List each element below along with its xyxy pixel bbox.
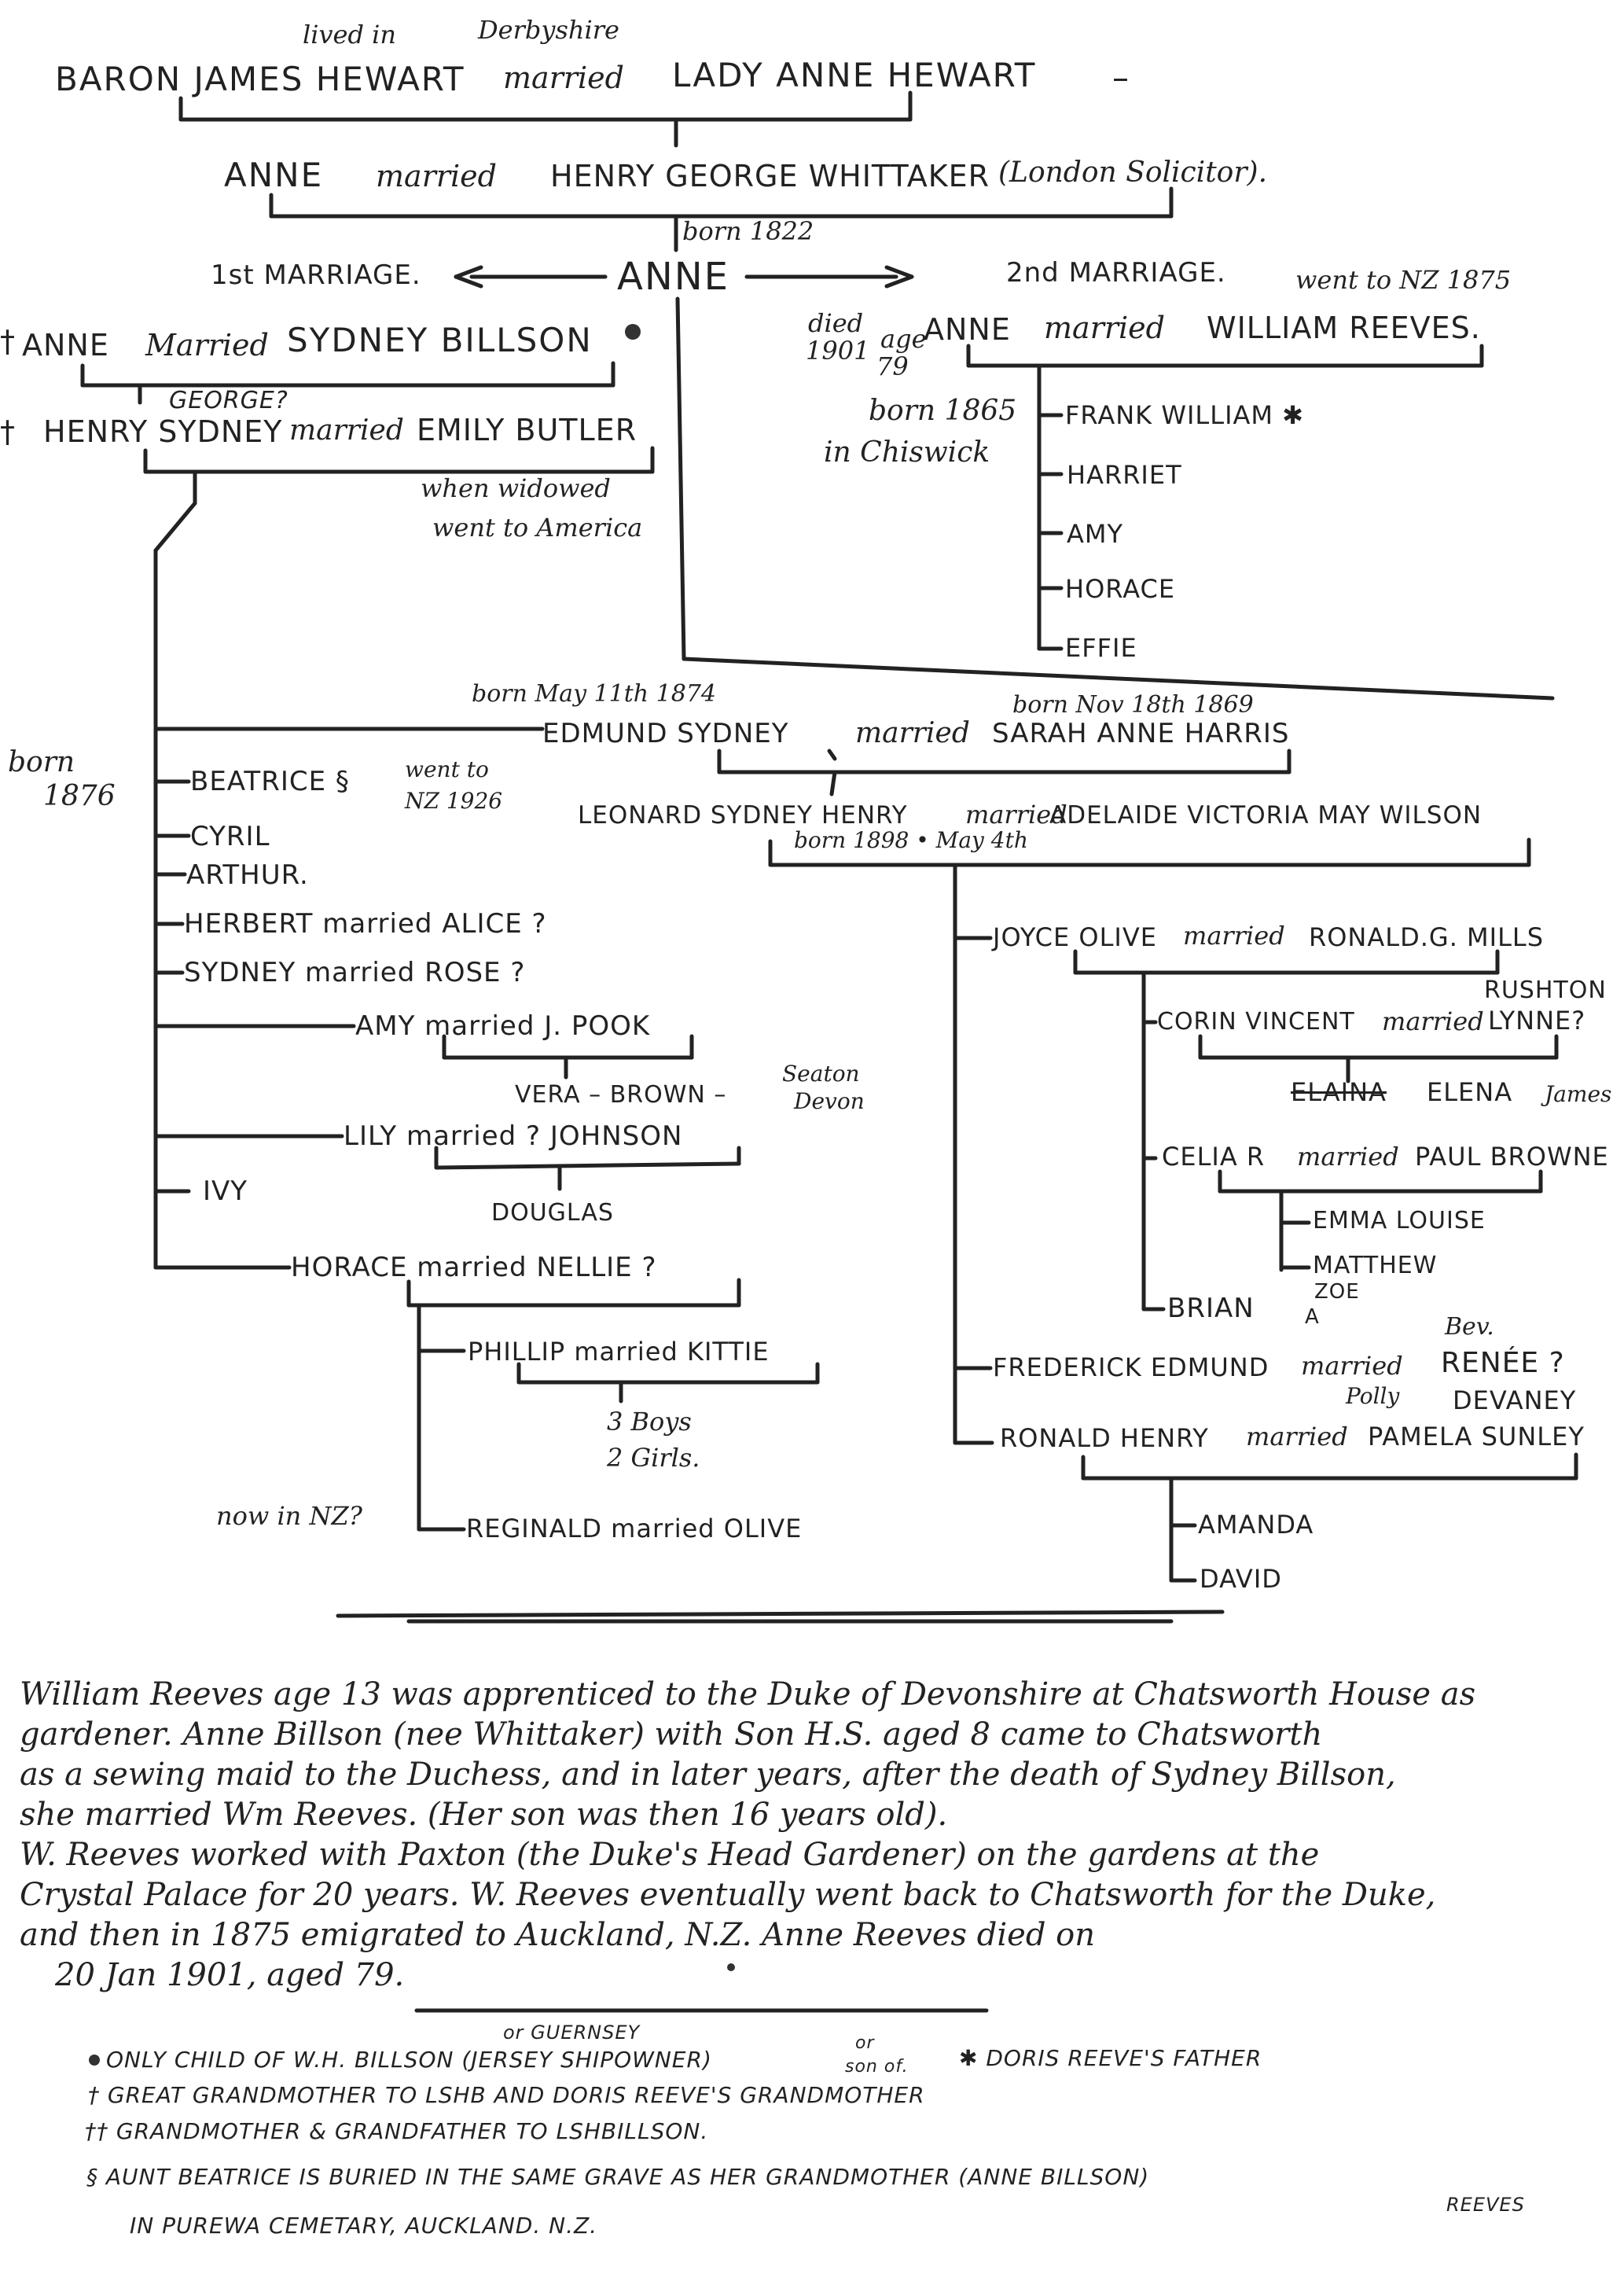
child-horace: HORACE bbox=[1065, 574, 1176, 604]
notes-line-6: Crystal Palace for 20 years. W. Reeves eventually went back to Chatsworth for the Duke, bbox=[20, 1877, 1436, 1913]
sm-wife: ANNE bbox=[924, 312, 1011, 347]
brian-initial: A bbox=[1305, 1305, 1320, 1329]
vera-name: VERA – BROWN – bbox=[515, 1081, 727, 1109]
key-guernsey-note: or GUERNSEY bbox=[503, 2022, 641, 2044]
key-star-line: ✱ DORIS REEVE'S FATHER bbox=[959, 2045, 1262, 2071]
frederick-wife: RENÉE ? bbox=[1441, 1347, 1565, 1379]
notes-line-5: W. Reeves worked with Paxton (the Duke's Head Gardener) on the gardens at the bbox=[20, 1837, 1320, 1873]
leonard-born-note: born 1898 • May 4th bbox=[794, 827, 1028, 853]
beatrice-name: BEATRICE § bbox=[190, 766, 350, 797]
g1-dash: – bbox=[1112, 58, 1130, 97]
elena-name: ELENA bbox=[1427, 1077, 1513, 1107]
notes-line-7: and then in 1875 emigrated to Auckland, N.Z. Anne Reeves died on bbox=[20, 1917, 1096, 1953]
fm-wife: ANNE bbox=[22, 328, 109, 362]
douglas-name: DOUGLAS bbox=[491, 1199, 614, 1227]
fm-married: Married bbox=[145, 328, 269, 362]
reginald-line: REGINALD married OLIVE bbox=[466, 1514, 803, 1543]
celia-husband: PAUL BROWNE bbox=[1415, 1142, 1609, 1172]
devon-note: Devon bbox=[794, 1088, 865, 1114]
ronald-married: married bbox=[1246, 1422, 1348, 1451]
lily-line: LILY married ? JOHNSON bbox=[344, 1120, 683, 1152]
elaina-crossed: ELAINA bbox=[1291, 1077, 1387, 1107]
frederick-married: married bbox=[1301, 1351, 1403, 1381]
key-dot bbox=[89, 2055, 100, 2066]
edmund-married: married bbox=[855, 717, 970, 749]
horace-line: HORACE married NELLIE ? bbox=[291, 1252, 657, 1283]
sm-husband: WILLIAM REEVES. bbox=[1207, 311, 1481, 345]
joyce-name: JOYCE OLIVE bbox=[993, 922, 1157, 952]
notes-line-4: she married Wm Reeves. (Her son was then 16 years old). bbox=[20, 1797, 948, 1833]
cyril-name: CYRIL bbox=[190, 821, 270, 852]
key-or-note: or bbox=[855, 2033, 875, 2053]
bev-note: Bev. bbox=[1445, 1313, 1494, 1341]
child-harriet: HARRIET bbox=[1067, 460, 1182, 490]
amy-line: AMY married J. POOK bbox=[355, 1010, 651, 1042]
edmund-born-note: born May 11th 1874 bbox=[472, 680, 716, 708]
james-note: James bbox=[1545, 1081, 1612, 1107]
joyce-husband: RONALD.G. MILLS bbox=[1309, 922, 1545, 952]
seaton-note: Seaton bbox=[782, 1061, 860, 1087]
anne-drop bbox=[678, 299, 684, 659]
now-nz-note: now in NZ? bbox=[216, 1501, 362, 1531]
child-effie: EFFIE bbox=[1065, 633, 1137, 663]
notes-line-8: 20 Jan 1901, aged 79. bbox=[55, 1957, 405, 1993]
chiswick-note: in Chiswick bbox=[824, 436, 990, 469]
celia-married: married bbox=[1297, 1142, 1399, 1172]
only-child-dot bbox=[625, 324, 641, 340]
america-note: went to America bbox=[432, 513, 643, 543]
separator-main bbox=[338, 1612, 1222, 1616]
edmund-name: EDMUND SYDNEY bbox=[542, 718, 789, 749]
ronald-name: RONALD HENRY bbox=[1000, 1423, 1209, 1453]
ronald-wife: PAMELA SUNLEY bbox=[1368, 1422, 1585, 1451]
annotation-tick bbox=[829, 751, 835, 759]
g1-lived-note: lived in bbox=[303, 20, 396, 50]
age-note: 79 bbox=[876, 351, 909, 381]
g1-husband: BARON JAMES HEWART bbox=[55, 60, 465, 98]
g3-born: born 1822 bbox=[682, 216, 814, 246]
matthew-name: MATTHEW bbox=[1313, 1252, 1438, 1279]
notes-line-2: gardener. Anne Billson (nee Whittaker) with Son H.S. aged 8 came to Chatsworth bbox=[20, 1716, 1323, 1753]
sm-married: married bbox=[1044, 311, 1165, 345]
boys-note: 3 Boys bbox=[607, 1407, 692, 1437]
g2-married: married bbox=[376, 159, 497, 193]
zoe-name: ZOE bbox=[1314, 1280, 1360, 1304]
hs-wife: EMILY BUTLER bbox=[417, 413, 637, 447]
corin-married: married bbox=[1382, 1006, 1484, 1036]
child-amy: AMY bbox=[1067, 519, 1124, 549]
g2-husband: HENRY GEORGE WHITTAKER bbox=[550, 159, 990, 193]
emma-name: EMMA LOUISE bbox=[1313, 1207, 1486, 1234]
key-double-dagger-line: †† GRANDMOTHER & GRANDFATHER TO LSHBILLSON. bbox=[85, 2118, 709, 2144]
key-reeves-note: REEVES bbox=[1446, 2194, 1525, 2216]
fm-husband: SYDNEY BILLSON bbox=[287, 321, 593, 359]
went-nz-note: went to NZ 1875 bbox=[1295, 265, 1512, 295]
lily-bracket-base bbox=[436, 1164, 739, 1168]
key-dagger-line: † GREAT GRANDMOTHER TO LSHB AND DORIS REEVE'S GRANDMOTHER bbox=[88, 2082, 925, 2108]
died-note: died bbox=[808, 308, 864, 338]
key-section-line: § AUNT BEATRICE IS BURIED IN THE SAME GRAVE AS HER GRANDMOTHER (ANNE BILLSON) bbox=[86, 2164, 1150, 2190]
ivy-name: IVY bbox=[203, 1175, 248, 1207]
g1-wife: LADY ANNE HEWART bbox=[672, 56, 1037, 94]
g1-place-note: Derbyshire bbox=[478, 15, 619, 45]
arthur-name: ARTHUR. bbox=[186, 859, 309, 891]
edmund-wife: SARAH ANNE HARRIS bbox=[992, 718, 1290, 749]
key-son-of-note: son of. bbox=[845, 2057, 909, 2077]
notes-line-1: William Reeves age 13 was apprenticed to the Duke of Devonshire at Chatsworth House as bbox=[20, 1676, 1476, 1713]
anne-gen3: ANNE bbox=[617, 255, 729, 299]
corin-name: CORIN VINCENT bbox=[1157, 1008, 1355, 1036]
corin-wife: LYNNE? bbox=[1488, 1006, 1586, 1036]
frederick-name: FREDERICK EDMUND bbox=[993, 1352, 1269, 1382]
beatrice-note2: NZ 1926 bbox=[405, 788, 503, 814]
devaney-name: DEVANEY bbox=[1453, 1385, 1577, 1415]
leonard-married: married bbox=[965, 800, 1067, 830]
notes-line-3: as a sewing maid to the Duchess, and in later years, after the death of Sydney Billson, bbox=[20, 1757, 1396, 1793]
leonard-wife: ADELAIDE VICTORIA MAY WILSON bbox=[1049, 801, 1483, 830]
hs-elbow bbox=[156, 503, 195, 550]
born-note: born bbox=[8, 746, 75, 778]
key-dot-line: ONLY CHILD OF W.H. BILLSON (JERSEY SHIPOWNER) bbox=[106, 2047, 712, 2073]
polly-note: Polly bbox=[1346, 1383, 1400, 1409]
second-marriage-label: 2nd MARRIAGE. bbox=[1006, 257, 1226, 289]
notes-dot bbox=[727, 1963, 735, 1971]
hs-name: HENRY SYDNEY bbox=[43, 414, 283, 449]
rushton-note: RUSHTON bbox=[1484, 977, 1607, 1004]
brian-name: BRIAN bbox=[1167, 1293, 1255, 1324]
born-1876-note: 1876 bbox=[43, 780, 116, 812]
g2-occupation: (London Solicitor). bbox=[998, 156, 1268, 189]
g1-married: married bbox=[503, 61, 624, 95]
hs-married: married bbox=[289, 414, 404, 447]
beatrice-note1: went to bbox=[405, 756, 489, 782]
born-1865-note: born 1865 bbox=[869, 395, 1017, 427]
phillip-line: PHILLIP married KITTIE bbox=[468, 1337, 770, 1367]
key-section-line-2: IN PUREWA CEMETARY, AUCKLAND. N.Z. bbox=[130, 2213, 598, 2239]
fm-alias: GEORGE? bbox=[169, 387, 288, 414]
celia-name: CELIA R bbox=[1162, 1142, 1266, 1172]
sydney-line: SYDNEY married ROSE ? bbox=[184, 957, 526, 988]
widowed-note: when widowed bbox=[421, 473, 611, 503]
first-marriage-label: 1st MARRIAGE. bbox=[211, 259, 421, 291]
david-name: DAVID bbox=[1200, 1564, 1282, 1594]
ed-drop bbox=[832, 772, 835, 794]
leonard-name: LEONARD SYDNEY HENRY bbox=[578, 801, 908, 830]
joyce-married: married bbox=[1183, 921, 1285, 951]
g2-wife: ANNE bbox=[224, 156, 324, 194]
herbert-line: HERBERT married ALICE ? bbox=[184, 908, 547, 940]
age-label-note: age bbox=[880, 324, 927, 354]
fm-mark-dagger: † bbox=[0, 324, 17, 359]
child-frank: FRANK WILLIAM ✱ bbox=[1065, 400, 1304, 430]
sarah-born-note: born Nov 18th 1869 bbox=[1012, 691, 1254, 719]
died-year-note: 1901 bbox=[806, 336, 870, 366]
fm-mark-double-dagger: † bbox=[0, 414, 17, 449]
girls-note: 2 Girls. bbox=[607, 1443, 700, 1473]
amanda-name: AMANDA bbox=[1198, 1510, 1314, 1540]
